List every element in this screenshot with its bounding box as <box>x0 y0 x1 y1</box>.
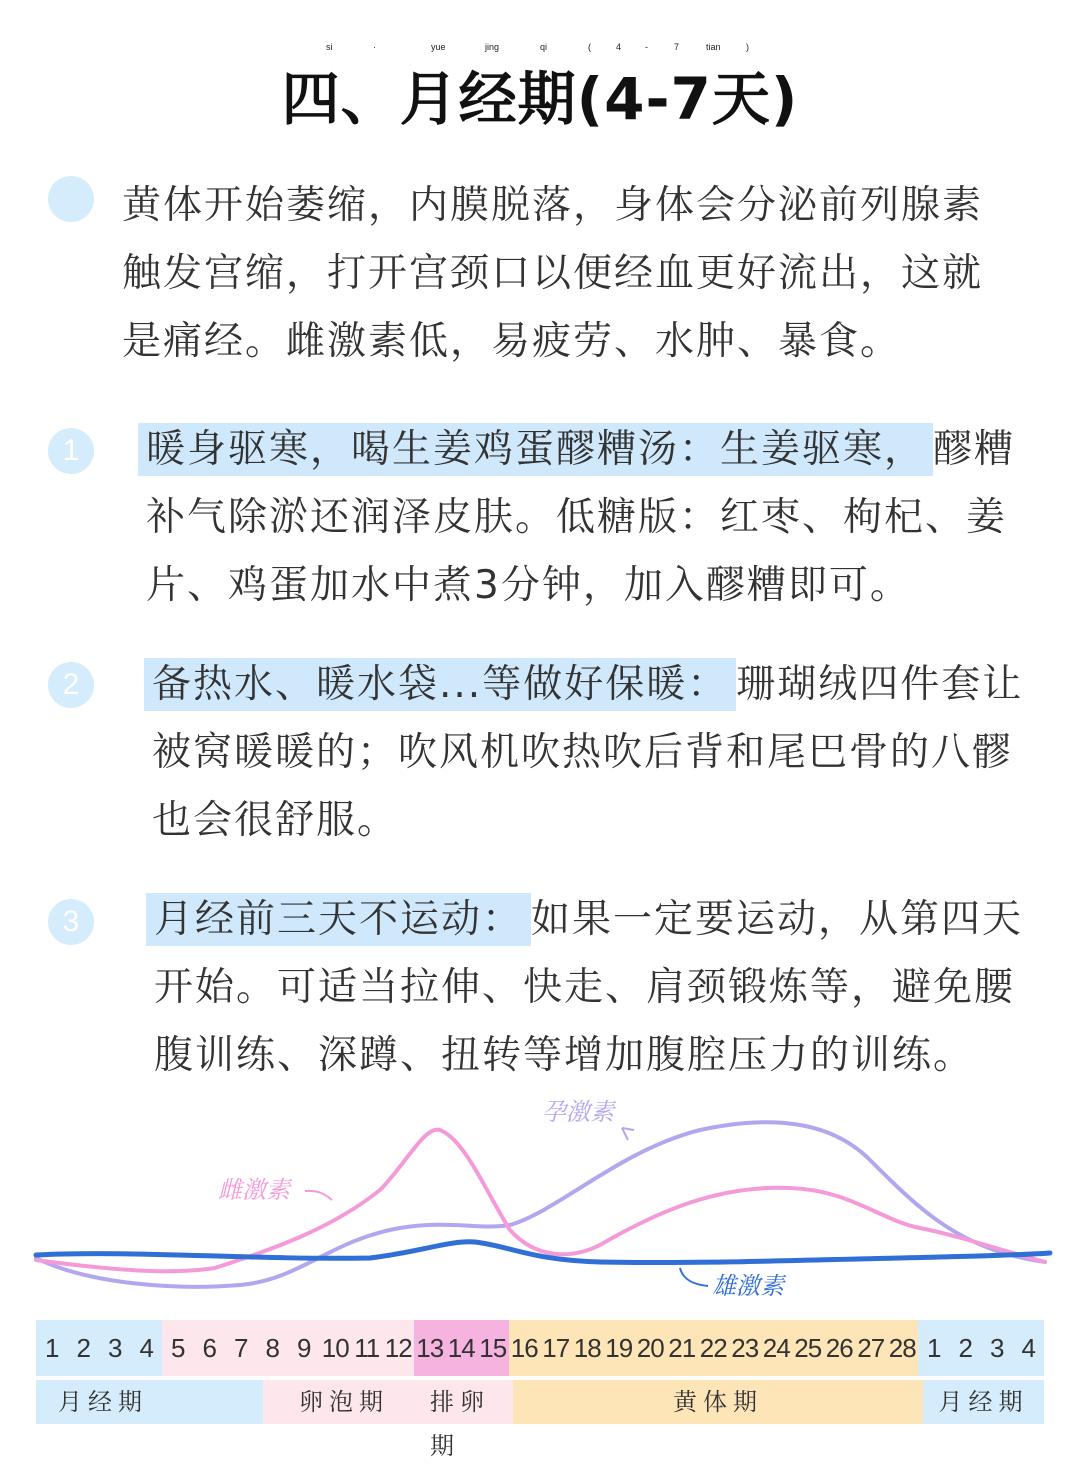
intro-paragraph: 黄体开始萎缩，内膜脱落，身体会分泌前列腺素触发宫缩，打开宫颈口以便经血更好流出，这就是痛经。雌激素低，易疲劳、水肿、暴食。 <box>122 183 984 364</box>
cycle-day-label: 3 <box>981 1320 1013 1376</box>
cycle-day-label: 9 <box>288 1320 320 1376</box>
cycle-day-label: 18 <box>572 1320 604 1376</box>
tip-number-badge: 1 <box>48 428 94 474</box>
phase-menstrual-next: 月经期 <box>923 1380 1044 1424</box>
tip-body: 珊瑚绒四件套让被窝暖暖的；吹风机吹热吹后背和尾巴骨的八髎也会很舒服。 <box>152 662 1024 843</box>
cycle-phase-bar <box>36 1380 1044 1460</box>
cycle-day-label: 27 <box>855 1320 887 1376</box>
tip-item <box>154 886 1037 1090</box>
cycle-day-axis <box>36 1320 1044 1376</box>
cycle-day-label: 2 <box>950 1320 982 1376</box>
tip-highlight: 备热水、暖水袋...等做好保暖： <box>144 658 736 711</box>
pinyin-syllable: · <box>373 42 376 52</box>
pinyin-syllable: jing <box>485 42 500 52</box>
cycle-day-label: 16 <box>509 1320 541 1376</box>
cycle-day-label: 10 <box>320 1320 352 1376</box>
cycle-day-label: 4 <box>131 1320 163 1376</box>
tip-body: 如果一定要运动，从第四天开始。可适当拉伸、快走、肩颈锻炼等，避免腰腹训练、深蹲、扭转等增加腹腔压力的训练。 <box>154 897 1024 1078</box>
progesterone-series-label: 孕激素 <box>542 1098 614 1126</box>
hormone-chart-svg <box>0 1090 1080 1310</box>
pinyin-syllable: qi <box>540 42 548 52</box>
phase-ovulation: 排卵期 <box>418 1380 513 1424</box>
hormone-chart <box>0 1090 1080 1310</box>
cycle-day-label: 12 <box>383 1320 415 1376</box>
cycle-day-label: 3 <box>99 1320 131 1376</box>
cycle-day-label: 14 <box>446 1320 478 1376</box>
tip-highlight: 暖身驱寒，喝生姜鸡蛋醪糟汤：生姜驱寒， <box>138 423 933 476</box>
cycle-day-label: 21 <box>666 1320 698 1376</box>
tip-item <box>152 651 1037 855</box>
pinyin-syllable: ) <box>746 42 749 52</box>
progesterone-label-arrow <box>622 1128 634 1140</box>
tip-body: 醪糟补气除淤还润泽皮肤。低糖版：红枣、枸杞、姜片、鸡蛋加水中煮3分钟，加入醪糟即可。 <box>146 427 1016 608</box>
pinyin-syllable: yue <box>431 42 446 52</box>
pinyin-syllable: tian <box>706 42 721 52</box>
phase-luteal: 黄体期 <box>513 1380 923 1424</box>
cycle-day-label: 19 <box>603 1320 635 1376</box>
tip-number-badge: 2 <box>48 662 94 708</box>
pinyin-syllable: ( <box>588 42 591 52</box>
cycle-day-label: 23 <box>729 1320 761 1376</box>
cycle-day-label: 11 <box>351 1320 383 1376</box>
cycle-day-label: 20 <box>635 1320 667 1376</box>
page-title: 四、月经期(4-7天) <box>281 65 799 133</box>
androgen-label-arrow <box>680 1268 708 1286</box>
cycle-day-label: 22 <box>698 1320 730 1376</box>
cycle-day-label: 15 <box>477 1320 509 1376</box>
phase-menstrual: 月经期 <box>36 1380 263 1424</box>
pinyin-syllable: si <box>326 42 333 52</box>
cycle-day-label: 7 <box>225 1320 257 1376</box>
series-line-progesterone <box>36 1122 1045 1286</box>
cycle-day-label: 1 <box>36 1320 68 1376</box>
estrogen-series-label: 雌激素 <box>218 1176 290 1204</box>
cycle-day-label: 8 <box>257 1320 289 1376</box>
cycle-day-label: 25 <box>792 1320 824 1376</box>
estrogen-label-arrow <box>305 1191 332 1200</box>
tip-highlight: 月经前三天不运动： <box>146 893 531 946</box>
cycle-day-label: 1 <box>918 1320 950 1376</box>
cycle-day-label: 2 <box>68 1320 100 1376</box>
cycle-day-label: 5 <box>162 1320 194 1376</box>
pinyin-syllable: 7 <box>674 42 680 52</box>
cycle-day-label: 28 <box>887 1320 919 1376</box>
androgen-series-label: 雄激素 <box>712 1272 784 1300</box>
pinyin-syllable: 4 <box>616 42 622 52</box>
cycle-day-label: 26 <box>824 1320 856 1376</box>
bullet-dot <box>48 176 94 222</box>
tip-item <box>146 416 1036 620</box>
cycle-day-label: 4 <box>1013 1320 1045 1376</box>
cycle-day-label: 6 <box>194 1320 226 1376</box>
cycle-day-label: 13 <box>414 1320 446 1376</box>
cycle-day-label: 24 <box>761 1320 793 1376</box>
pinyin-syllable: - <box>645 42 648 52</box>
cycle-day-label: 17 <box>540 1320 572 1376</box>
series-line-estrogen <box>36 1130 1045 1272</box>
tip-number-badge: 3 <box>48 899 94 945</box>
phase-follicular: 卵泡期 <box>263 1380 418 1424</box>
